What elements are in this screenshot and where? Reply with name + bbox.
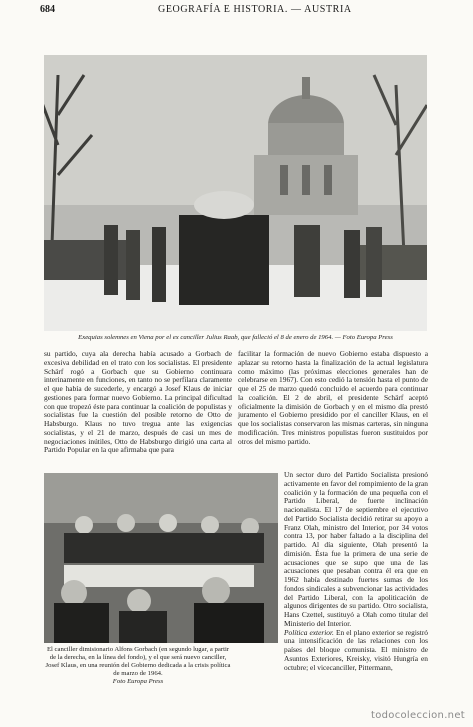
article-paragraph: En el plano exterior se registró una intensificación de las relaciones con los países del bloque comunista. El ministro de Asuntos Exteriores, Kreisky, visitó Hungría en octubre; el vicecanciller, Pittermann, <box>284 627 428 672</box>
article-paragraph: su partido, cuya ala derecha había acusado a Gorbach de excesiva debilidad en el trato con los socialistas. El presidente Schärf rogó a Gorbach que su Gobierno continuara interinamente en funciones, en tanto no se perfilara claramente el que había de sucederle, y encargó a Josef Klaus de iniciar gestiones para formar nuevo Gobierno. La principal dificultad con que tropezó éste para continuar la coalición de populistas y socialistas fue la cuestión del posible retorno de Otto de Habsburgo. Klaus no tuvo tregua ante las exigencias socialistas, y el 21 de marzo, después de casi un mes de negociaciones inútiles, Otto de Habsburgo dirigió una carta al Partido Popular en la que afirmaba que para <box>44 349 232 455</box>
top-photo-caption: Exequias solemnes en Viena por el ex canciller Julius Raab, que falleció el 8 de enero de 1964. — Foto Europa Press <box>78 334 393 341</box>
running-title: GEOGRAFÍA E HISTORIA. — AUSTRIA <box>158 4 352 15</box>
article-column-right-bottom <box>284 471 428 672</box>
bottom-caption-text: El canciller dimisionario Alfons Gorbach (en segundo lugar, a partir de la derecha, en la línea del fondo), y el que será nuevo canciller, Josef Klaus, en una reunión del Gobierno dedicada a la crisis política de marzo de 1964. <box>45 646 231 677</box>
article-column-left <box>44 350 232 455</box>
funeral-photo <box>44 55 427 331</box>
section-subhead: Política exterior. <box>284 627 334 637</box>
page-number: 684 <box>40 4 55 15</box>
top-caption-text: Exequias solemnes en Viena por el ex canciller Julius Raab, que falleció el 8 de enero de 1964. <box>78 334 334 341</box>
cabinet-meeting-photo <box>44 473 278 643</box>
bottom-caption-credit: Foto Europa Press <box>112 678 164 685</box>
article-column-right-top <box>238 350 428 446</box>
article-paragraph: facilitar la formación de nuevo Gobierno estaba dispuesto a aplazar su retorno hasta la finalización de la actual legislatura como máximo (las próximas elecciones generales han de celebrarse en 1967). Con esto cedió la tensión hasta el punto de que el 25 de marzo quedó concluido el acuerdo para continuar la coalición. El 2 de abril, el presidente Schärf aceptó oficialmente la dimisión de Gorbach y en el mismo día prestó juramento el Gobierno presidido por el canciller Klaus, en el que los socialistas conservaron las mismas carteras, sin ninguna modificación. Tres ministros populistas fueron sustituidos por otros del mismo partido. <box>238 349 428 446</box>
page-header <box>40 4 435 20</box>
top-caption-credit: Foto Europa Press <box>342 334 393 341</box>
bottom-photo-caption <box>44 646 232 686</box>
watermark: todocoleccion.net <box>371 710 465 721</box>
article-paragraph: Un sector duro del Partido Socialista presionó activamente en favor del rompimiento de la gran coalición y la formación de una pequeña con el Partido Liberal, de fuerte inclinación nacionalista. El 17 de septiembre el ejecutivo del Partido Socialista decidió retirar su apoyo a Franz Olah, ministro del Interior, por 34 votos contra 13, por haber faltado a la disciplina del partido. Al día siguiente, Olah presentó la dimisión. Ésta fue la primera de una serie de acusaciones que se supo que una de las acusaciones que pesaban contra él era que en 1962 había destinado fuertes sumas de los fondos sindicales a subvencionar las actividades del Partido Liberal, con la apoliticación de algunos dirigentes de su partido. Otro socialista, Hans Czettel, sustituyó a Olah como titular del Ministerio del Interior. <box>284 470 428 628</box>
